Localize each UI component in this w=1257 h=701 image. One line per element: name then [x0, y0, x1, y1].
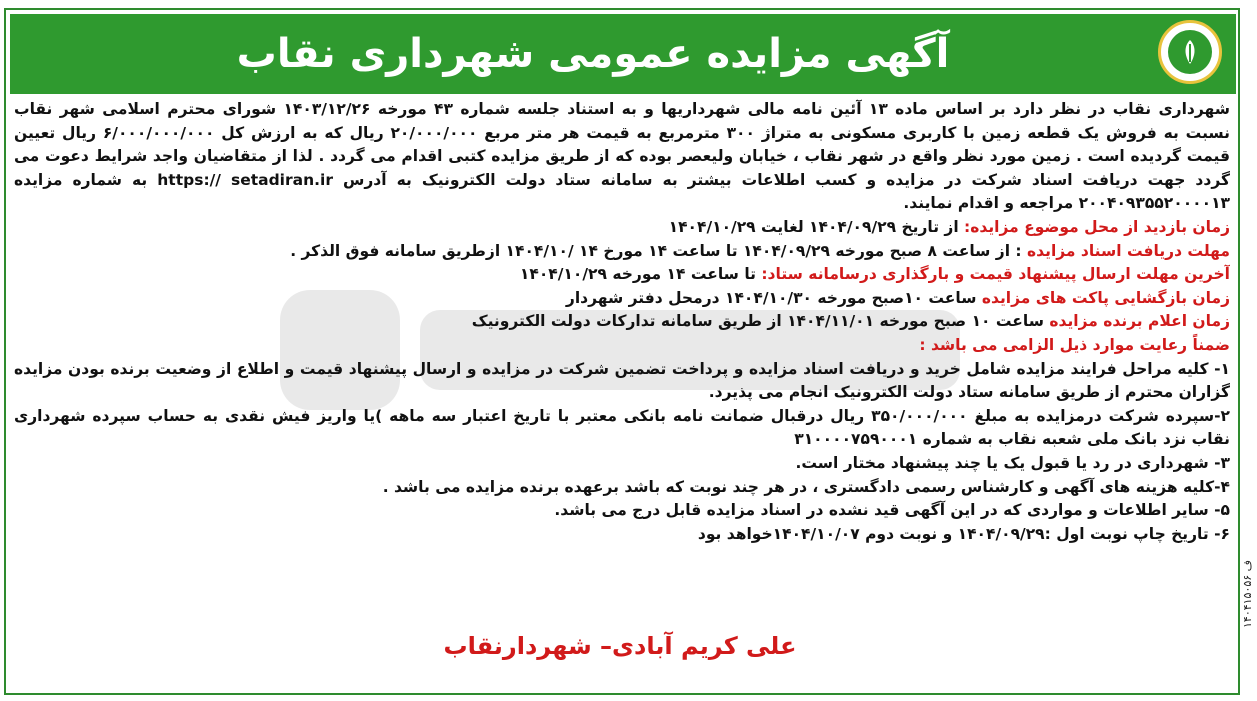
signature: علی کریم آبادی– شهردارنقاب: [443, 632, 797, 660]
schedule-label: زمان اعلام برنده مزایده: [1049, 312, 1230, 331]
schedule-text: : از ساعت ۸ صبح مورخه ۱۴۰۴/۰۹/۲۹ تا ساعت ۱۴ مورخ ۱۴ /۱۴۰۴/۱۰ ازطریق سامانه فوق الذکر .: [290, 241, 1028, 260]
intro-paragraph: شهرداری نقاب در نظر دارد بر اساس ماده ۱۳ آئین نامه مالی شهرداریها و به استناد جلسه شماره ۴۳ مورخه ۱۴۰۳/۱۲/۲۶ شورای محترم اسلامی شهر نقاب نسبت به فروش یک قطعه زمین با کاربری مسکونی به متراژ ۳۰۰ مترمربع به قیمت هر متر مربع ۲۰/۰۰۰/۰۰۰ ریال که به ارزش کل ۶/۰۰۰/۰۰۰/۰۰۰ ریال تعیین قیمت گردیده است . زمین مورد نظر واقع در شهر نقاب ، خیابان ولیعصر بوده که از طریق مزایده کتبی اقدام می گردد . لذا از متقاضیان واجد شرایط دعوت می گردد جهت دریافت اسناد شرکت در مزایده و کسب اطلاعات بیشتر به سامانه ستاد دولت الکترونیک به آدرس https:// setadiran.ir به شماره مزایده ۲۰۰۴۰۹۳۵۵۲۰۰۰۰۱۳ مراجعه و اقدام نمایند.: [14, 100, 1230, 213]
schedule-text: تا ساعت ۱۴ مورخه ۱۴۰۴/۱۰/۲۹: [519, 265, 762, 284]
schedule-winner: [14, 310, 1230, 334]
condition-item: ۴-کلیه هزینه های آگهی و کارشناس رسمی دادگستری ، در هر چند نوبت که باشد برعهده برنده مزایده می باشد .: [382, 477, 1230, 496]
notice-body: [14, 98, 1230, 658]
schedule-opening: [14, 287, 1230, 311]
schedule-text: ساعت ۱۰ صبح مورخه ۱۴۰۴/۱۱/۰۱ از طریق سامانه تدارکات دولت الکترونیک: [471, 312, 1050, 331]
conditions-list: [14, 358, 1230, 547]
condition-item: ۱- کلیه مراحل فرایند مزایده شامل خرید و دریافت اسناد مزایده و پرداخت تضمین شرکت در مزایده و ارسال پیشنهاد قیمت و اطلاع از وضعیت برنده بودن مزایده گزاران محترم از طریق سامانه ستاد دولت الکترونیک انجام می پذیرد.: [14, 359, 1230, 402]
schedule-label: زمان بازدید از محل موضوع مزایده:: [964, 217, 1230, 236]
schedule-label: مهلت دریافت اسناد مزایده: [1027, 241, 1230, 260]
notice-title: آگهی مزایده عمومی شهرداری نقاب: [236, 31, 950, 77]
municipality-logo: [1158, 20, 1222, 84]
conditions-heading: ضمناً رعایت موارد ذیل الزامی می باشد :: [919, 335, 1230, 354]
schedule-documents: [14, 240, 1230, 264]
schedule-text: از تاریخ ۱۴۰۴/۰۹/۲۹ لغایت ۱۴۰۴/۱۰/۲۹: [668, 217, 965, 236]
side-code: ف ۱۴۰۴۱۵۰۵۶: [1241, 560, 1254, 629]
schedule-visit: [14, 216, 1230, 240]
condition-item: ۲-سپرده شرکت درمزایده به مبلغ ۳۵۰/۰۰۰/۰۰۰ ریال درقبال ضمانت نامه بانکی معتبر با تاریخ اعتبار سه ماهه )یا واریز فیش نقدی به حساب سپرده شهرداری نقاب نزد بانک ملی شعبه نقاب به شماره ۳۱۰۰۰۰۷۵۹۰۰۰۱: [14, 406, 1230, 449]
schedule-text: ساعت ۱۰صبح مورخه ۱۴۰۴/۱۰/۳۰ درمحل دفتر شهردار: [565, 288, 982, 307]
schedule-list: [14, 216, 1230, 334]
schedule-deadline: [14, 263, 1230, 287]
schedule-label: آخرین مهلت ارسال پیشنهاد قیمت و بارگذاری درسامانه ستاد:: [761, 265, 1230, 284]
title-banner: [10, 14, 1236, 94]
condition-item: ۵- سایر اطلاعات و مواردی که در این آگهی قید نشده در اسناد مزایده قابل درج می باشد.: [554, 501, 1230, 520]
municipality-emblem-icon: [1168, 30, 1212, 74]
condition-item: ۶- تاریخ چاپ نوبت اول :۱۴۰۴/۰۹/۲۹ و نوبت دوم ۱۴۰۴/۱۰/۰۷خواهد بود: [697, 524, 1230, 543]
schedule-label: زمان بازگشایی پاکت های مزایده: [981, 288, 1230, 307]
condition-item: ۳- شهرداری در رد یا قبول یک یا چند پیشنهاد مختار است.: [795, 453, 1230, 472]
